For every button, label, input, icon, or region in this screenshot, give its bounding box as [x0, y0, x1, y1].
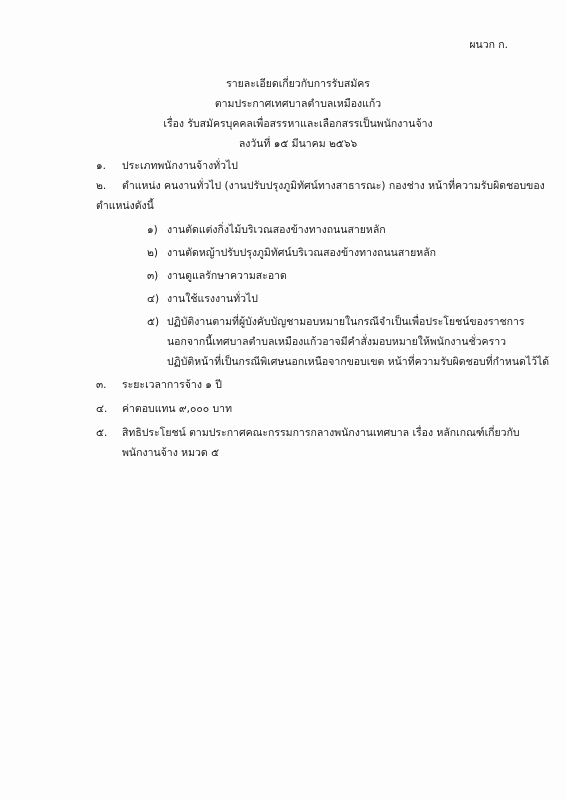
duty-text: งานใช้แรงงานทั่วไป [167, 293, 258, 305]
list-item-job-type [96, 156, 526, 176]
duty-item [147, 266, 526, 286]
duty-text: งานตัดหญ้าปรับปรุงภูมิทัศน์บริเวณสองข้างทางถนนสายหลัก [167, 247, 437, 259]
item-number: ๕. [96, 427, 108, 439]
item-number: ๑. [96, 160, 107, 172]
duty-item [147, 289, 526, 309]
item-text: ประเภทพนักงานจ้างทั่วไป [122, 160, 238, 172]
duty-text-continued: นอกจากนี้เทศบาลตำบลเหมืองแก้วอาจมีคำสั่งมอบหมายให้พนักงานชั่วคราว [167, 336, 506, 348]
duty-item [147, 220, 526, 240]
list-item-employment-period [96, 375, 526, 395]
duty-text-continued: ปฏิบัติหน้าที่เป็นกรณีพิเศษนอกเหนือจากขอบเขต หน้าที่ความรับผิดชอบที่กำหนดไว้ได้ [167, 356, 550, 368]
item-text: ค่าตอบแทน ๙,๐๐๐ บาท [122, 403, 232, 415]
duty-number: ๕) [147, 316, 160, 328]
header-title: รายละเอียดเกี่ยวกับการรับสมัคร [226, 78, 370, 90]
list-item-position [96, 176, 550, 372]
annex-label: ผนวก ก. [469, 39, 508, 51]
document-body [96, 156, 550, 463]
list-item-benefits [96, 423, 526, 463]
duty-text: ปฏิบัติงานตามที่ผู้บังคับบัญชามอบหมายในกรณีจำเป็นเพื่อประโยชน์ของราชการ [167, 316, 525, 328]
duty-item [147, 243, 526, 263]
duty-number: ๔) [147, 293, 160, 305]
item-number: ๔. [96, 403, 108, 415]
duty-item [147, 312, 550, 372]
item-number: ๓. [96, 379, 107, 391]
item-text: ระยะเวลาการจ้าง ๑ ปี [122, 379, 222, 391]
duty-number: ๓) [147, 270, 159, 282]
duty-text: งานดูแลรักษาความสะอาด [167, 270, 287, 282]
duty-text: งานตัดแต่งกิ่งไม้บริเวณสองข้างทางถนนสายหลัก [167, 224, 386, 236]
header-subject: เรื่อง รับสมัครบุคคลเพื่อสรรหาและเลือกสรรเป็นพนักงานจ้าง [163, 118, 433, 130]
header-announcement: ตามประกาศเทศบาลตำบลเหมืองแก้ว [214, 98, 382, 110]
item-text: ตำแหน่ง คนงานทั่วไป (งานปรับปรุงภูมิทัศน์ทางสาธารณะ) กองช่าง หน้าที่ความรับผิดชอบของ [122, 180, 545, 192]
document-header [0, 74, 566, 154]
duty-number: ๑) [147, 224, 158, 236]
duty-number: ๒) [147, 247, 159, 259]
item-text-continued: พนักงานจ้าง หมวด ๕ [122, 447, 220, 459]
item-text: สิทธิประโยชน์ ตามประกาศคณะกรรมการกลางพนักงานเทศบาล เรื่อง หลักเกณฑ์เกี่ยวกับ [122, 427, 520, 439]
header-date: ลงวันที่ ๑๕ มีนาคม ๒๕๖๖ [238, 138, 358, 150]
duties-list [147, 220, 550, 372]
item-text-continued: ตำแหน่งดังนี้ [96, 200, 154, 212]
item-number: ๒. [96, 180, 107, 192]
list-item-compensation [96, 399, 526, 419]
